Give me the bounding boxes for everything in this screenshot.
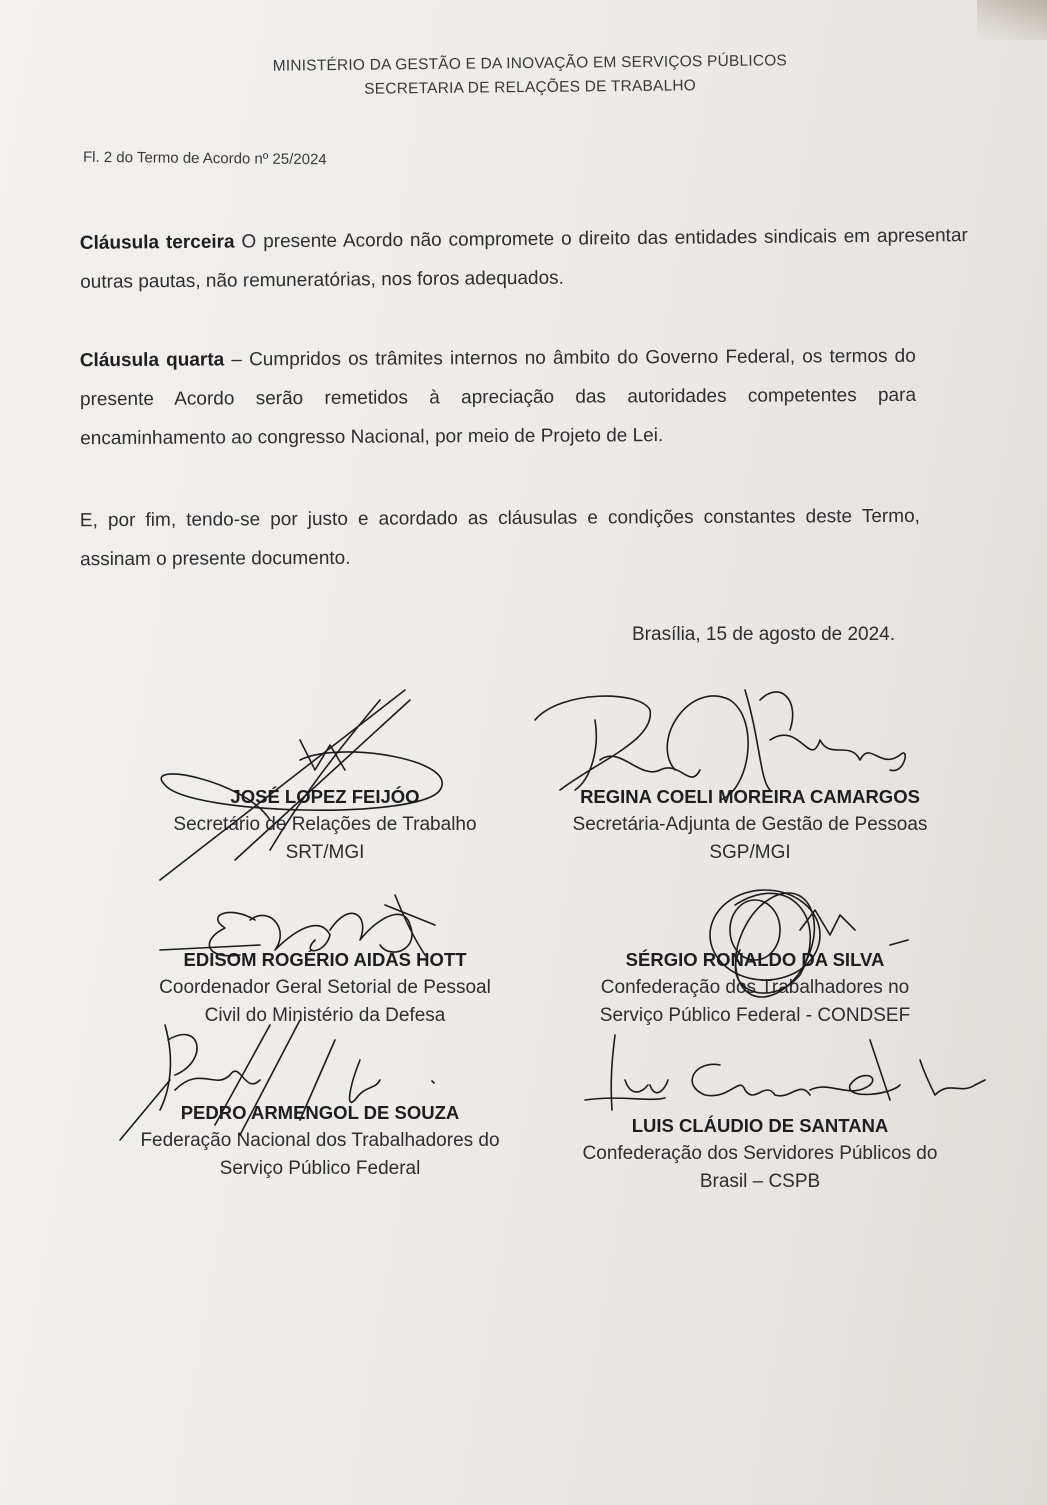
signatory-role: Coordenador Geral Setorial de Pessoal bbox=[159, 977, 491, 998]
signatory-name: PEDRO ARMENGOL DE SOUZA bbox=[180, 1102, 460, 1123]
header-secretariat: SECRETARIA DE RELAÇÕES DE TRABALHO bbox=[364, 77, 697, 98]
signatory-name: SÉRGIO RONALDO DA SILVA bbox=[625, 949, 885, 970]
signature-block-regina bbox=[540, 783, 960, 867]
signatory-role: Secretária-Adjunta de Gestão de Pessoas bbox=[572, 814, 928, 835]
place-and-date: Brasília, 15 de agosto de 2024. bbox=[632, 624, 896, 645]
signatory-role: Confederação dos Trabalhadores no bbox=[600, 977, 910, 998]
header-ministry: MINISTÉRIO DA GESTÃO E DA INOVAÇÃO EM SERVIÇOS PÚBLICOS bbox=[272, 52, 788, 75]
signatory-org: Brasil – CSPB bbox=[699, 1171, 821, 1192]
signatory-role: Secretário de Relações de Trabalho bbox=[173, 814, 477, 835]
signatory-name: REGINA COELI MOREIRA CAMARGOS bbox=[580, 786, 920, 807]
signatory-org: SRT/MGI bbox=[285, 842, 365, 863]
signature-block-luis bbox=[540, 1112, 980, 1196]
signatory-org: Serviço Público Federal - CONDSEF bbox=[599, 1005, 911, 1026]
signatory-org: Civil do Ministério da Defesa bbox=[204, 1005, 446, 1026]
folio-reference: Fl. 2 do Termo de Acordo nº 25/2024 bbox=[82, 148, 327, 169]
signature-block-pedro bbox=[100, 1099, 540, 1183]
signatory-name: JOSÉ LOPEZ FEIJÓO bbox=[230, 786, 420, 807]
signatory-org: Serviço Público Federal bbox=[219, 1158, 421, 1179]
signature-block-edisom bbox=[110, 946, 540, 1030]
signature-luis bbox=[585, 1035, 985, 1110]
signature-block-jose bbox=[130, 783, 520, 867]
clause-third-text: O presente Acordo não compromete o direito das entidades sindicais em apresentar outras pautas, não remuneratórias, nos foros adequados. bbox=[80, 225, 968, 293]
clause-third bbox=[80, 216, 969, 302]
signatory-name: LUIS CLÁUDIO DE SANTANA bbox=[631, 1115, 889, 1136]
document-header bbox=[170, 48, 890, 104]
signatory-org: SGP/MGI bbox=[709, 842, 791, 863]
clause-fourth-title: Cláusula quarta bbox=[79, 349, 225, 372]
signature-block-sergio bbox=[550, 946, 960, 1030]
clause-fourth-text: – Cumpridos os trâmites internos no âmbito do Governo Federal, os termos do presente Acordo serão remetidos à apreciação das autoridades competentes para encaminhamento ao congresso Nacional, por meio de Projeto de Lei. bbox=[79, 345, 917, 450]
signatory-role: Federação Nacional dos Trabalhadores do bbox=[140, 1130, 500, 1151]
clause-fourth bbox=[80, 337, 917, 458]
page-corner-background bbox=[977, 0, 1047, 40]
closing-paragraph: E, por fim, tendo-se por justo e acordado as cláusulas e condições constantes deste Termo, assinam o presente documento. bbox=[79, 505, 920, 571]
clause-third-title: Cláusula terceira bbox=[79, 231, 235, 254]
signatory-name: EDISOM ROGÉRIO AIDAS HOTT bbox=[183, 949, 467, 970]
signatory-role: Confederação dos Servidores Públicos do bbox=[582, 1143, 938, 1164]
